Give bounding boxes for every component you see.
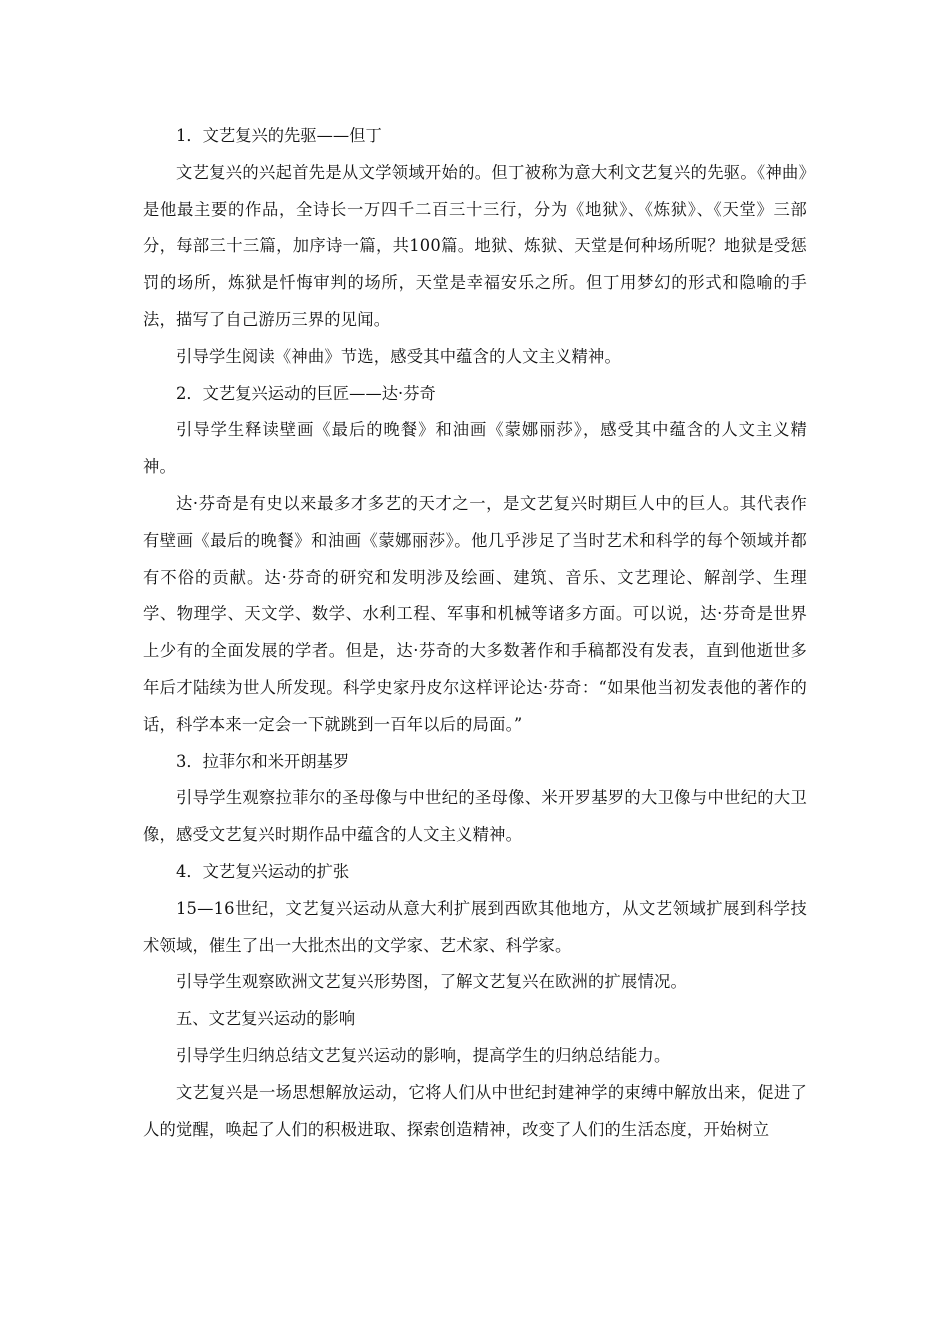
paragraph-influence: 文艺复兴是一场思想解放运动，它将人们从中世纪封建神学的束缚中解放出来，促进了人的觉醒，唤起了人们的积极进取、探索创造精神，改变了人们的生活态度，开始树立 (143, 1082, 807, 1139)
heading-influence: 五、文艺复兴运动的影响 (176, 1009, 356, 1029)
paragraph-da-vinci-intro: 达·芬奇是有史以来最多才多艺的天才之一，是文艺复兴时期巨人中的巨人。其代表作有壁画《最后的晚餐》和油画《蒙娜丽莎》。他几乎涉足了当时艺术和科学的每个领域并都有不俗的贡献。达·芬奇的研究和发明涉及绘画、建筑、音乐、文艺理论、解剖学、生理学、物理学、天文学、数学、水利工程、军事和机械等诸多方面。可以说，达·芬奇是世界上少有的全面发展的学者。但是，达·芬奇的大多数著作和手稿都没有发表，直到他逝世多年后才陆续为世人所发现。科学史家丹皮尔这样评论达·芬奇：“如果他当初发表他的著作的话，科学本来一定会一下就跳到一百年以后的局面。” (143, 493, 807, 734)
paragraph-influence-guide: 引导学生归纳总结文艺复兴运动的影响，提高学生的归纳总结能力。 (176, 1045, 671, 1065)
heading-raphael-michelangelo: 3．拉菲尔和米开朗基罗 (176, 751, 350, 771)
heading-expansion: 4．文艺复兴运动的扩张 (176, 861, 350, 881)
heading-da-vinci: 2．文艺复兴运动的巨匠——达·芬奇 (176, 383, 436, 403)
heading-dante: 1．文艺复兴的先驱——但丁 (176, 126, 382, 145)
paragraph-dante-guide: 引导学生阅读《神曲》节选，感受其中蕴含的人文主义精神。 (176, 346, 621, 366)
paragraph-expansion: 15—16世纪，文艺复兴运动从意大利扩展到西欧其他地方，从文艺领域扩展到科学技术领域，催生了出一大批杰出的文学家、艺术家、科学家。 (143, 898, 807, 955)
paragraph-expansion-guide: 引导学生观察欧洲文艺复兴形势图，了解文艺复兴在欧洲的扩展情况。 (176, 972, 687, 992)
paragraph-raphael-michelangelo: 引导学生观察拉菲尔的圣母像与中世纪的圣母像、米开罗基罗的大卫像与中世纪的大卫像，感受文艺复兴时期作品中蕴含的人文主义精神。 (143, 788, 807, 845)
paragraph-dante-intro: 文艺复兴的兴起首先是从文学领域开始的。但丁被称为意大利文艺复兴的先驱。《神曲》是他最主要的作品，全诗长一万四千二百三十三行，分为《地狱》、《炼狱》、《天堂》三部分，每部三十三篇，加序诗一篇，共100篇。地狱、炼狱、天堂是何种场所呢？地狱是受惩罚的场所，炼狱是忏悔审判的场所，天堂是幸福安乐之所。但丁用梦幻的形式和隐喻的手法，描写了自己游历三界的见闻。 (143, 162, 807, 329)
paragraph-da-vinci-guide: 引导学生释读壁画《最后的晚餐》和油画《蒙娜丽莎》，感受其中蕴含的人文主义精神。 (143, 420, 807, 477)
